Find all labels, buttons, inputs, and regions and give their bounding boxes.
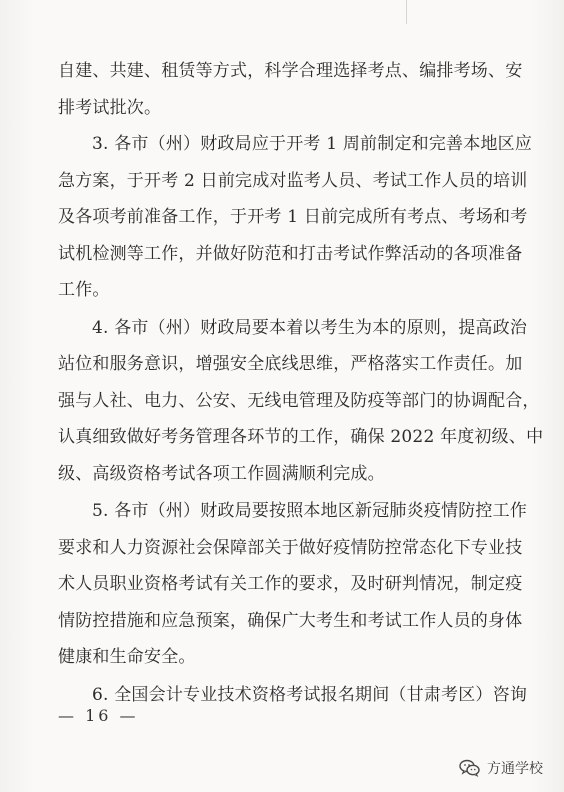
text-line-content: 工作。	[58, 280, 110, 300]
text-line-content: 6. 全国会计专业技术资格考试报名期间（甘肃考区）咨询	[92, 685, 528, 705]
text-line-content: 试机检测等工作，并做好防范和打击考试作弊活动的各项准备	[58, 244, 523, 264]
text-line-content: 4. 各市（州）财政局要本着以考生为本的原则，提高政治	[92, 318, 528, 338]
wechat-icon	[459, 759, 481, 777]
text-line-content: 及各项考前准备工作，于开考 1 日前完成所有考点、考场和考	[58, 207, 528, 227]
paper-fold	[406, 0, 407, 24]
text-line-content: 级、高级资格考试各项工作圆满顺利完成。	[58, 464, 385, 484]
text-line-content: 排考试批次。	[58, 98, 162, 118]
text-line-content: 急方案，于开考 2 日前完成对监考人员、考试工作人员的培训	[58, 171, 528, 191]
text-line-content: 站位和服务意识，增强安全底线思维，严格落实工作责任。加	[58, 354, 523, 374]
text-line-content: 强与人社、电力、公安、无线电管理及防疫等部门的协调配合，	[58, 391, 540, 411]
watermark-text: 方通学校	[487, 761, 543, 777]
text-line-content: 自建、共建、租赁等方式，科学合理选择考点、编排考场、安	[58, 61, 523, 81]
text-line-content: 认真细致做好考务管理各环节的工作，确保 2022 年度初级、中	[58, 427, 544, 447]
text-line-content: 健康和生命安全。	[58, 647, 196, 667]
text-line-content: 情防控措施和应急预案，确保广大考生和考试工作人员的身体	[58, 611, 523, 631]
watermark	[459, 757, 543, 779]
text-line-content: 术人员职业资格考试有关工作的要求，及时研判情况，制定疫	[58, 574, 523, 594]
text-line-content: 要求和人力资源社会保障部关于做好疫情防控常态化下专业技	[58, 538, 523, 558]
page-number: — 16 —	[58, 706, 139, 725]
text-line-content: 5. 各市（州）财政局要按照本地区新冠肺炎疫情防控工作	[92, 501, 528, 521]
text-line-content: 3. 各市（州）财政局应于开考 1 周前制定和完善本地区应	[92, 134, 533, 154]
